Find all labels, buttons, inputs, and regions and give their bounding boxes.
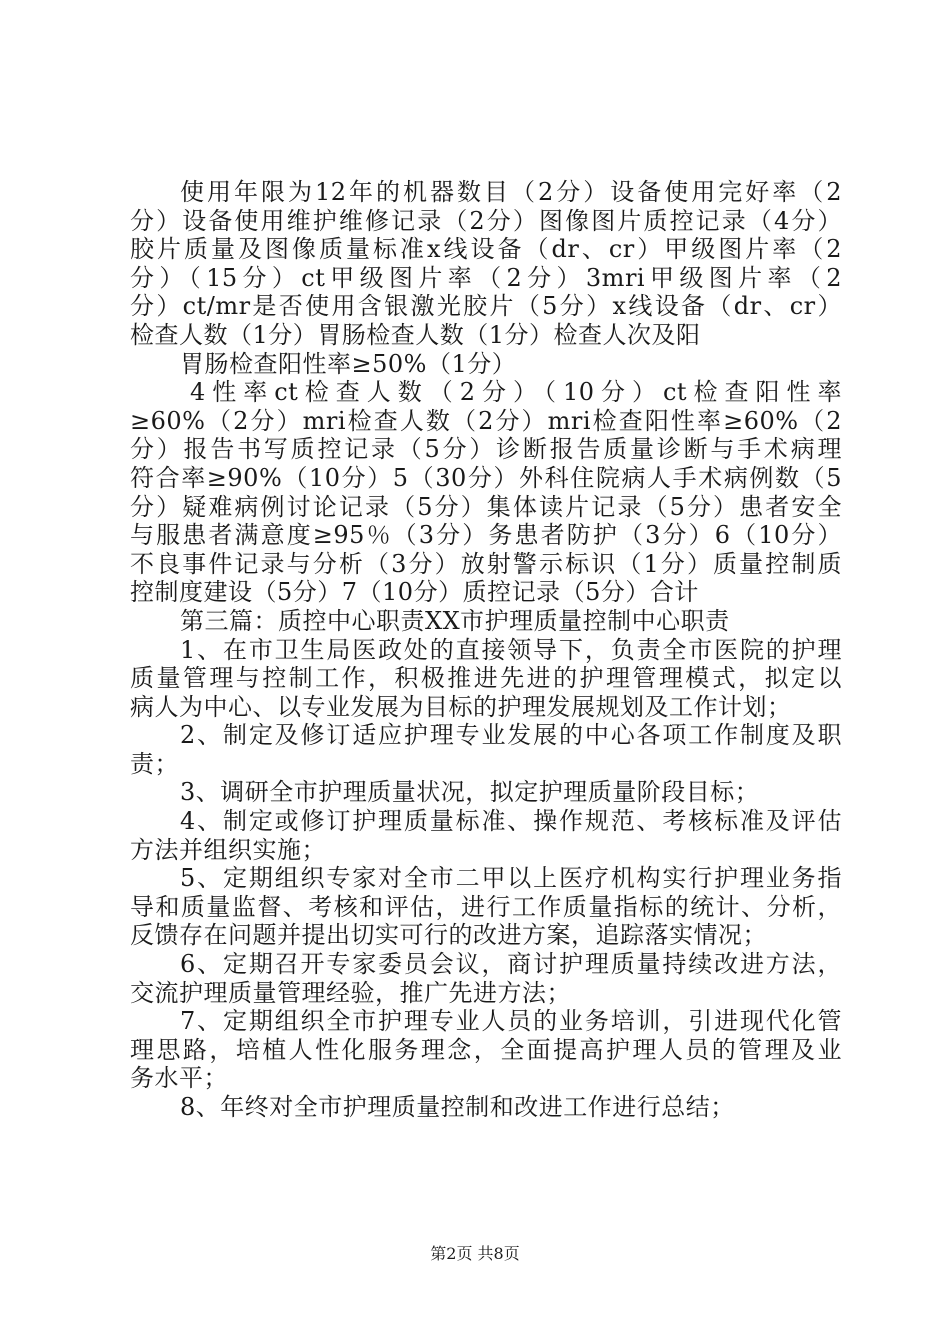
text-line: 分）ct/mr是否使用含银激光胶片（5分）x线设备（dr、cr） bbox=[130, 292, 842, 321]
text-line: 分）报告书写质控记录（5分）诊断报告质量诊断与手术病理 bbox=[130, 435, 842, 464]
text-line: 检查人数（1分）胃肠检查人数（1分）检查人次及阳 bbox=[130, 320, 701, 349]
text-line: 交流护理质量管理经验，推广先进方法； bbox=[130, 978, 571, 1007]
text-line: 胶片质量及图像质量标准x线设备（dr、cr）甲级图片率（2 bbox=[130, 235, 842, 264]
text-line: 符合率≥90%（10分）5（30分）外科住院病人手术病例数（5 bbox=[130, 463, 842, 492]
text-line: 不良事件记录与分析（3分）放射警示标识（1分）质量控制质 bbox=[130, 549, 842, 578]
text-line: 分）疑难病例讨论记录（5分）集体读片记录（5分）患者安全 bbox=[130, 492, 842, 521]
text-line: 质量管理与控制工作，积极推进先进的护理管理模式，拟定以 bbox=[130, 664, 842, 693]
text-line: 务水平； bbox=[130, 1064, 228, 1093]
text-line: 导和质量监督、考核和评估，进行工作质量指标的统计、分析， bbox=[130, 892, 842, 921]
document-body bbox=[130, 178, 842, 1122]
text-line: 5、定期组织专家对全市二甲以上医疗机构实行护理业务指 bbox=[180, 864, 842, 893]
text-line: 4性率ct检查人数（2分）（10分）ct检查阳性率 bbox=[190, 378, 842, 407]
text-line: 方法并组织实施； bbox=[130, 835, 326, 864]
text-line: 3、调研全市护理质量状况，拟定护理质量阶段目标； bbox=[180, 778, 760, 807]
text-line: 控制度建设（5分）7（10分）质控记录（5分）合计 bbox=[130, 578, 699, 607]
text-line: ≥60%（2分）mri检查人数（2分）mri检查阳性率≥60%（2 bbox=[130, 406, 842, 435]
text-line: 1、在市卫生局医政处的直接领导下，负责全市医院的护理 bbox=[180, 635, 842, 664]
text-line: 病人为中心、以专业发展为目标的护理发展规划及工作计划； bbox=[130, 692, 792, 721]
text-line: 4、制定或修订护理质量标准、操作规范、考核标准及评估 bbox=[180, 807, 842, 836]
text-line: 责； bbox=[130, 749, 179, 778]
text-line: 反馈存在问题并提出切实可行的改进方案，追踪落实情况； bbox=[130, 921, 767, 950]
text-line: 使用年限为12年的机器数目（2分）设备使用完好率（2 bbox=[180, 178, 842, 206]
text-line: 第三篇：质控中心职责XX市护理质量控制中心职责 bbox=[180, 606, 730, 635]
text-line: 7、定期组织全市护理专业人员的业务培训，引进现代化管 bbox=[180, 1007, 842, 1036]
page-footer: 第2页 共8页 bbox=[430, 1244, 520, 1263]
text-line: 分）设备使用维护维修记录（2分）图像图片质控记录（4分） bbox=[130, 206, 842, 235]
text-line: 理思路，培植人性化服务理念，全面提高护理人员的管理及业 bbox=[130, 1035, 842, 1064]
text-line: 与服患者满意度≥95％（3分）务患者防护（3分）6（10分） bbox=[130, 521, 842, 550]
text-line: 分）（15分）ct甲级图片率（2分）3mri甲级图片率（2 bbox=[130, 263, 842, 292]
text-line: 6、定期召开专家委员会议，商讨护理质量持续改进方法， bbox=[180, 950, 842, 979]
text-line: 2、制定及修订适应护理专业发展的中心各项工作制度及职 bbox=[180, 721, 842, 750]
text-line: 胃肠检查阳性率≥50%（1分） bbox=[180, 349, 517, 378]
text-line: 8、年终对全市护理质量控制和改进工作进行总结； bbox=[180, 1093, 735, 1121]
